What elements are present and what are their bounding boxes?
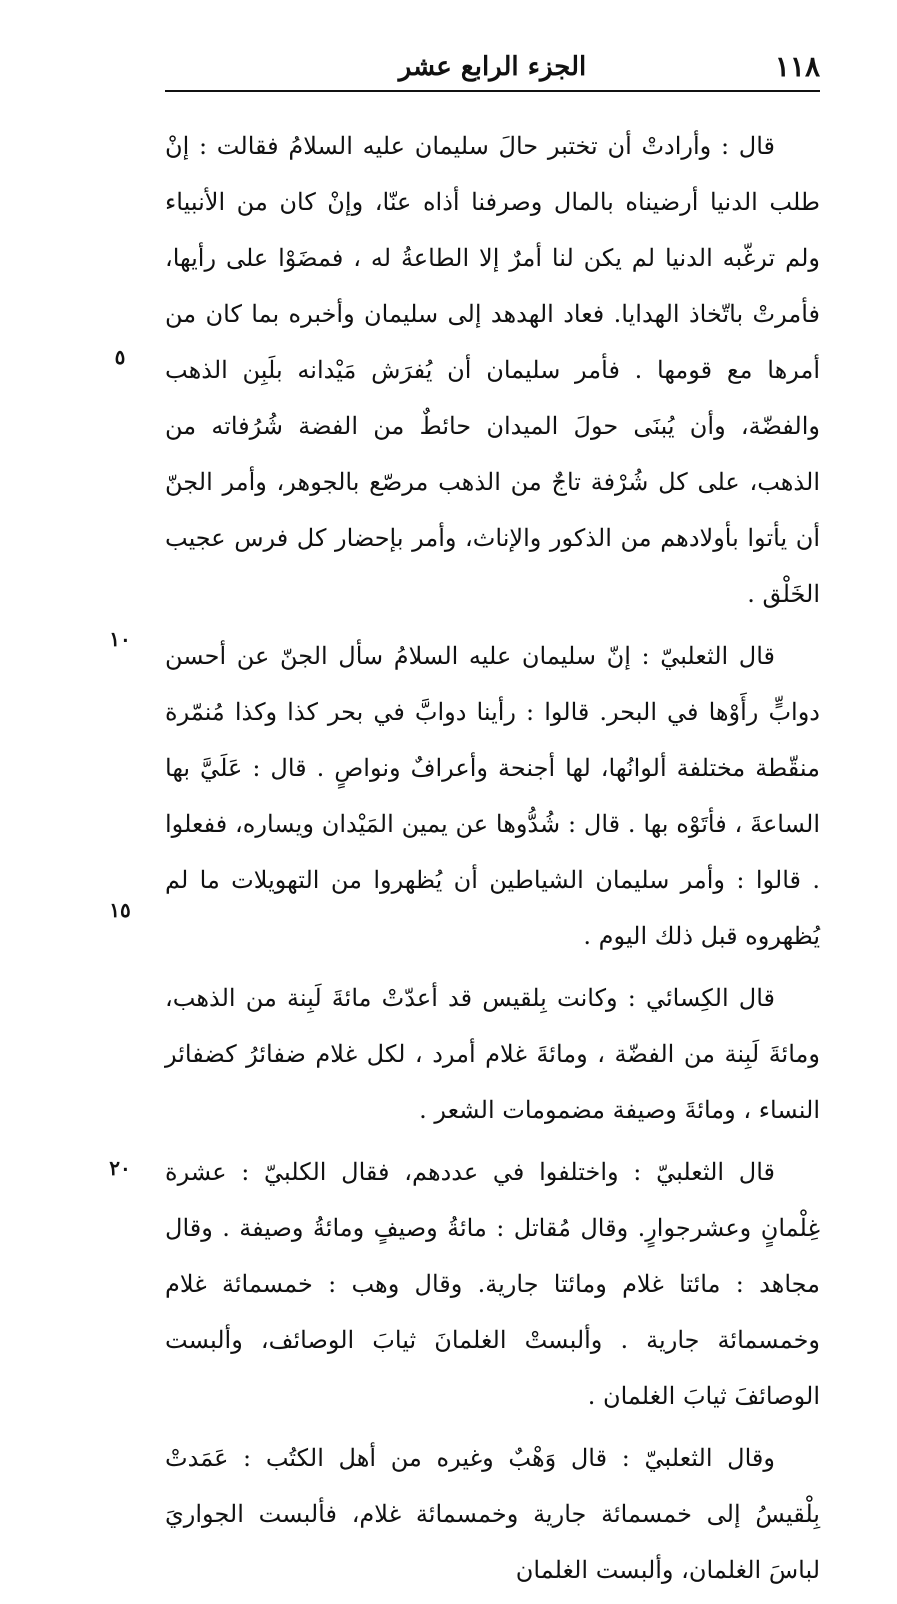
paragraph: قال : وأرادتْ أن تختبر حالَ سليمان عليه السلامُ فقالت : إنْ طلب الدنيا أرضيناه بالمال وصرفنا أذاه عنّا، وإنْ كان من الأنبياء ولم ترغّبه الدنيا لم يكن لنا أمرٌ إلا الطاعةُ له ، فمضَوْا على رأيها، فأمرتْ باتّخاذ الهدايا. فعاد الهدهد إلى سليمان وأخبره بما كان من أمرها مع قومها . فأمر سليمان أن يُفرَش مَيْدانه بلَبِن الذهب والفضّة، وأن يُبنَى حولَ الميدان حائطٌ من الفضة شُرُفاته من الذهب، على كل شُرْفة تاجٌ من الذهب مرصّع بالجوهر، وأمر الجنّ أن يأتوا بأولادهم من الذكور والإناث، وأمر بإحضار كل فرس عجيب الخَلْق . — [165, 132, 820, 608]
body-text — [165, 118, 820, 1604]
paragraph: قال الكِسائي : وكانت بِلقيس قد أعدّتْ مائةَ لَبِنة من الذهب، ومائةَ لَبِنة من الفضّة ، ومائةَ غلام أمرد ، لكل غلام ضفائرُ كضفائر النساء ، ومائةَ وصيفة مضمومات الشعر . — [165, 984, 820, 1124]
paragraph: وقال الثعلبيّ : قال وَهْبٌ وغيره من أهل الكتُب : عَمَدتْ بِلْقيسُ إلى خمسمائة جارية وخمسمائة غلام، فألبست الجواريَ لباسَ الغلمان، وألبست الغلمان — [165, 1444, 820, 1584]
header-rule — [165, 90, 820, 92]
page-number: ١١٨ — [774, 50, 820, 83]
line-number-marker: ١٠ — [109, 627, 131, 651]
line-number-marker: ٥ — [114, 345, 126, 369]
line-number-marker: ٢٠ — [109, 1156, 131, 1180]
paragraph: قال الثعلبيّ : إنّ سليمان عليه السلامُ سأل الجنّ عن أحسن دوابٍّ رأَوْها في البحر. قالوا : رأينا دوابَّ في بحر كذا وكذا مُنمّرة منقّطة مختلفة ألوانُها، لها أجنحة وأعرافٌ ونواصٍ . قال : عَلَيَّ بها الساعةَ ، فأتَوْه بها . قال : شُدُّوها عن يمين المَيْدان ويساره، ففعلوا . قالوا : وأمر سليمان الشياطين أن يُظهروا من التهويلات ما لم يُظهروه قبل ذلك اليوم . — [165, 642, 820, 950]
paragraph: قال الثعلبيّ : واختلفوا في عددهم، فقال الكلبيّ : عشرة غِلْمانٍ وعشرجوارٍ. وقال مُقاتل : مائةُ وصيفٍ ومائةُ وصيفة . وقال مجاهد : مائتا غلام ومائتا جارية. وقال وهب : خمسمائة غلام وخمسمائة جارية . وألبستْ الغلمانَ ثيابَ الوصائف، وألبست الوصائفَ ثيابَ الغلمان . — [165, 1158, 821, 1410]
line-number-marker: ١٥ — [109, 898, 131, 922]
running-title: الجزء الرابع عشر — [398, 52, 587, 82]
page-header — [165, 40, 820, 90]
